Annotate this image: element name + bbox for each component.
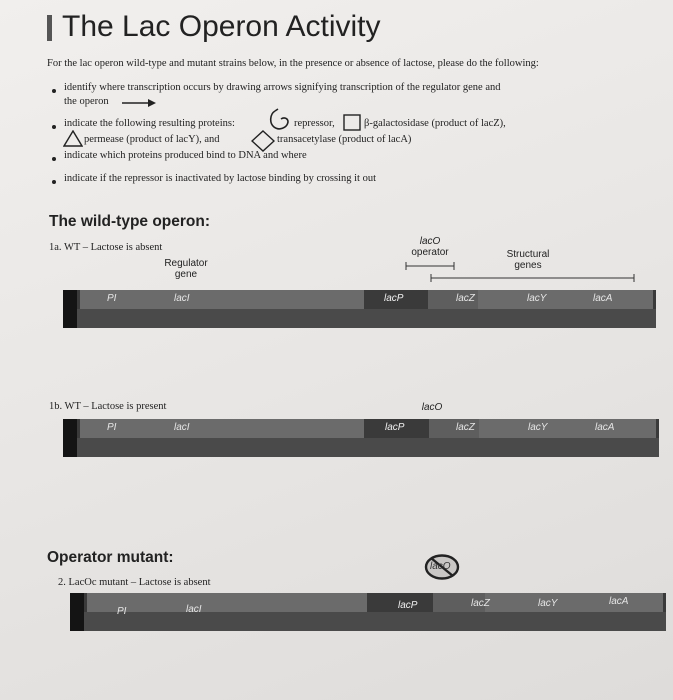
crossed-laco-icon	[424, 554, 460, 580]
gene-pi: PI	[117, 606, 127, 617]
dna-bottom-strand	[70, 612, 666, 631]
strand-end-block	[63, 290, 77, 328]
bullet-dot	[52, 125, 56, 129]
dna-strand-1b	[63, 419, 659, 457]
structural-line-1: Structural	[506, 249, 550, 260]
case-2-label: 2. LacOc mutant – Lactose is absent	[58, 577, 211, 588]
bullet-dot	[52, 180, 56, 184]
case-1b-label: 1b. WT – Lactose is present	[49, 401, 167, 412]
gene-lacz: lacZ	[456, 422, 475, 433]
operator-mutant-heading: Operator mutant:	[47, 549, 174, 566]
laco-line-1: lacO	[419, 236, 441, 247]
laci-region	[80, 419, 364, 438]
dna-strand-2	[70, 593, 666, 631]
gene-laca: lacA	[593, 293, 613, 304]
gene-laci: lacI	[174, 293, 190, 304]
bullet-4: indicate if the repressor is inactivated by lactose binding by crossing it out	[64, 173, 377, 184]
structural-span-marker	[430, 274, 635, 282]
repressor-shape-icon	[266, 107, 292, 131]
gene-lacy: lacY	[528, 422, 548, 433]
structural-genes-label	[497, 249, 559, 271]
structural-line-2: genes	[514, 260, 542, 271]
gene-lacy: lacY	[538, 598, 558, 609]
laco-line-2: operator	[411, 247, 449, 258]
laco-operator-label	[398, 236, 462, 258]
gene-lacp: lacP	[384, 293, 404, 304]
page-title: The Lac Operon Activity	[62, 10, 381, 43]
structural-region	[485, 593, 663, 612]
bullet-1-line-1: identify where transcription occurs by drawing arrows signifying transcription of the regulator gene and	[64, 82, 501, 93]
laci-region	[87, 593, 367, 612]
gene-lacy: lacY	[527, 293, 547, 304]
dna-bottom-strand	[63, 309, 656, 328]
strand-end-block	[70, 593, 84, 631]
gene-lacz: lacZ	[456, 293, 475, 304]
regulator-line-1: Regulator	[164, 258, 208, 269]
strand-end-block	[63, 419, 77, 457]
regulator-gene-label	[150, 258, 222, 280]
gene-lacp: lacP	[385, 422, 405, 433]
laco-label-1b: lacO	[421, 402, 443, 413]
laci-region	[80, 290, 364, 309]
bullet-dot	[52, 89, 56, 93]
title-accent-bar	[47, 15, 52, 41]
operator-span-marker	[405, 262, 455, 270]
crossed-laco-text: lacO	[430, 561, 451, 572]
gene-lacz: lacZ	[471, 598, 490, 609]
bullet-2-prefix: indicate the following resulting proteins:	[64, 118, 235, 129]
galactosidase-square-icon	[343, 114, 362, 132]
case-1a-label: 1a. WT – Lactose is absent	[49, 242, 163, 253]
bullet-3: indicate which proteins produced bind to DNA and where	[64, 150, 307, 161]
gene-pi: PI	[107, 422, 117, 433]
gene-pi: PI	[107, 293, 117, 304]
bullet-2-transacetylase: transacetylase (product of lacA)	[277, 134, 412, 145]
bullet-2-repressor: repressor,	[294, 118, 335, 129]
gene-laci: lacI	[186, 604, 202, 615]
arrow-icon	[121, 98, 157, 108]
regulator-line-2: gene	[174, 269, 198, 280]
wildtype-heading: The wild-type operon:	[49, 213, 211, 230]
transacetylase-diamond-icon	[251, 130, 275, 152]
dna-strand-1a	[63, 290, 656, 328]
gene-lacp: lacP	[398, 600, 418, 611]
gene-laca: lacA	[595, 422, 615, 433]
structural-region	[478, 290, 653, 309]
gene-laca: lacA	[609, 596, 629, 607]
gene-laci: lacI	[174, 422, 190, 433]
permease-triangle-icon	[63, 130, 83, 148]
intro-text: For the lac operon wild-type and mutant strains below, in the presence or absence of lactose, please do the following:	[47, 58, 539, 69]
structural-region	[479, 419, 656, 438]
bullet-1-line-2: the operon	[64, 96, 109, 107]
bullet-2-galactosidase: β-galactosidase (product of lacZ),	[364, 118, 506, 129]
bullet-2-permease: permease (product of lacY), and	[84, 134, 220, 145]
bullet-dot	[52, 157, 56, 161]
dna-bottom-strand	[63, 438, 659, 457]
